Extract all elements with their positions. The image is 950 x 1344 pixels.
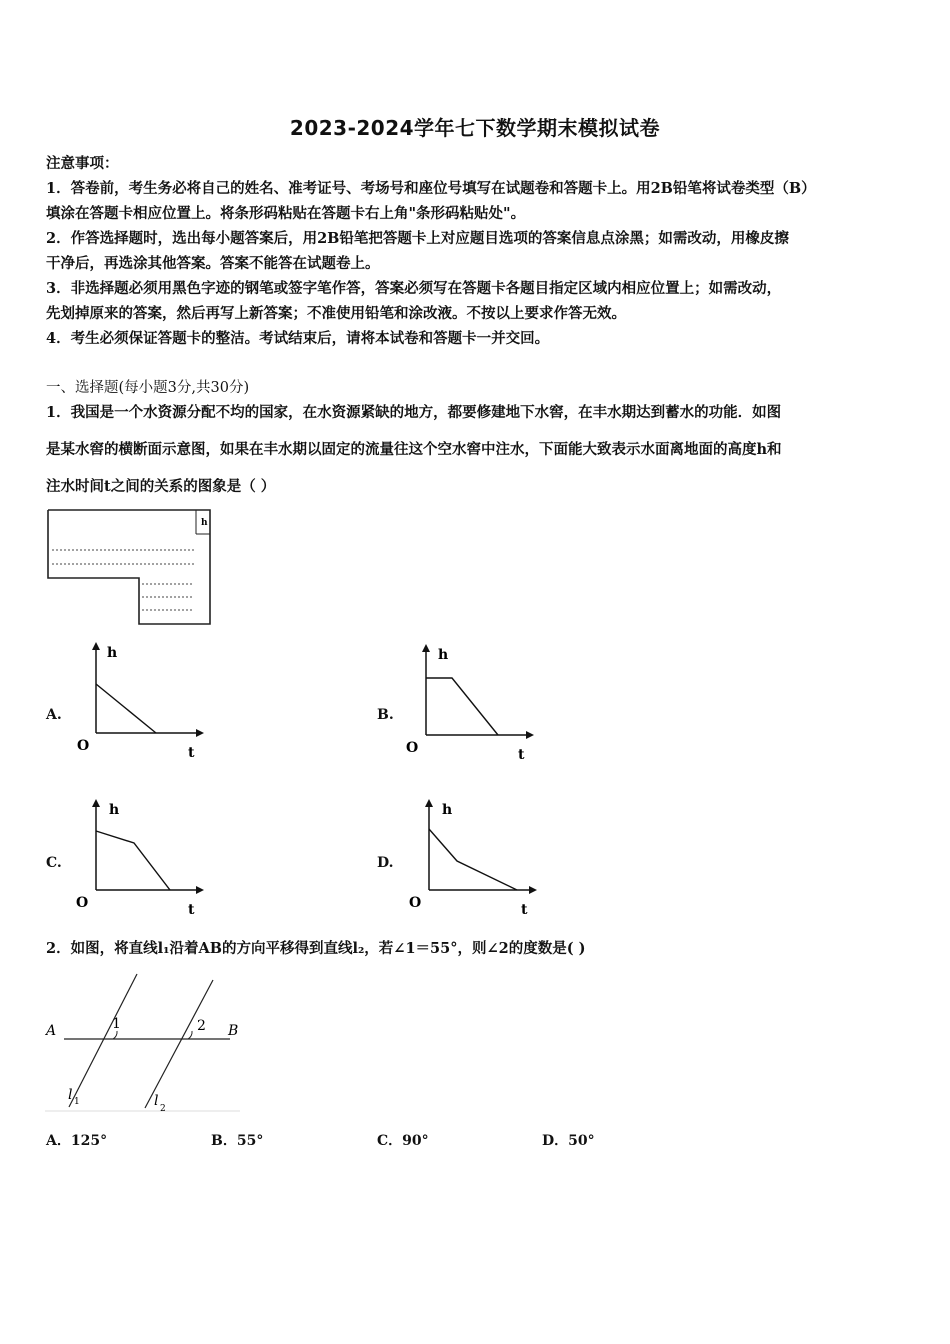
- origin-label: O: [406, 740, 419, 756]
- option-a-letter[interactable]: A.: [46, 707, 62, 723]
- ylabel: h: [109, 802, 120, 818]
- origin-label: O: [76, 895, 89, 911]
- xlabel: t: [188, 902, 195, 918]
- angle-2-label: 2: [197, 1018, 206, 1034]
- option-b-letter[interactable]: B.: [377, 707, 394, 723]
- option-c-letter[interactable]: C.: [46, 855, 62, 871]
- notice-line: 填涂在答题卡相应位置上。将条形码粘贴在答题卡右上角"条形码粘贴处"。: [46, 205, 526, 222]
- origin-label: O: [77, 738, 90, 754]
- xlabel: t: [518, 747, 525, 763]
- line-l1-subscript: 1: [74, 1097, 80, 1107]
- notice-line: 先划掉原来的答案，然后再写上新答案；不准使用铅笔和涂改液。不按以上要求作答无效。: [46, 305, 626, 322]
- origin-label: O: [409, 895, 422, 911]
- point-b-label: B: [228, 1023, 239, 1039]
- q1-text-line2: 是某水窖的横断面示意图，如果在丰水期以固定的流量往这个空水窖中注水，下面能大致表示水面离地面的高度h和: [46, 441, 782, 458]
- ylabel: h: [442, 802, 453, 818]
- notice-line: 2．作答选择题时，选出每小题答案后，用2B铅笔把答题卡上对应题目选项的答案信息点涂黑；如需改动，用橡皮擦: [46, 230, 789, 247]
- page-title: 2023-2024学年七下数学期末模拟试卷: [289, 116, 661, 140]
- notice-line: 干净后，再选涂其他答案。答案不能答在试题卷上。: [46, 255, 380, 272]
- xlabel: t: [521, 902, 528, 918]
- q2-text: 2．如图，将直线l₁沿着AB的方向平移得到直线l₂，若∠1＝55°，则∠2的度数是( ): [46, 940, 586, 957]
- notice-line: 3．非选择题必须用黑色字迹的钢笔或签字笔作答，答案必须写在答题卡各题目指定区域内相应位置上；如需改动，: [46, 280, 782, 297]
- option-b-graph[interactable]: [402, 642, 552, 767]
- point-a-label: A: [46, 1023, 57, 1039]
- q1-text-line3: 注水时间t之间的关系的图象是（ ）: [46, 478, 276, 495]
- line-l2-label: l: [154, 1093, 159, 1109]
- q2-option-a[interactable]: A．125°: [46, 1133, 108, 1149]
- ylabel: h: [107, 645, 118, 661]
- option-c-graph[interactable]: [72, 797, 222, 922]
- notice-line: 4．考生必须保证答题卡的整洁。考试结束后，请将本试卷和答题卡一并交回。: [46, 330, 550, 347]
- xlabel: t: [188, 745, 195, 761]
- q2-option-c[interactable]: C．90°: [377, 1133, 429, 1149]
- section-heading: 一、选择题(每小题3分,共30分): [46, 380, 250, 396]
- option-a-graph[interactable]: [70, 640, 220, 765]
- q2-option-b[interactable]: B．55°: [211, 1133, 264, 1149]
- notice-line: 1．答卷前，考生务必将自己的姓名、准考证号、考场号和座位号填写在试题卷和答题卡上。用2B铅笔将试卷类型（B）: [46, 180, 816, 197]
- option-d-graph[interactable]: [405, 797, 555, 922]
- parallel-lines-figure: [40, 968, 260, 1118]
- q2-option-d[interactable]: D．50°: [542, 1133, 595, 1149]
- option-d-letter[interactable]: D.: [377, 855, 394, 871]
- line-l1-label: l: [68, 1087, 73, 1103]
- line-l2-subscript: 2: [160, 1104, 166, 1114]
- ylabel: h: [438, 647, 449, 663]
- angle-1-label: 1: [112, 1016, 121, 1032]
- q1-text-line1: 1．我国是一个水资源分配不均的国家，在水资源紧缺的地方，都要修建地下水窖，在丰水期达到蓄水的功能．如图: [46, 404, 782, 421]
- diagram-h-label: h: [201, 518, 208, 528]
- notice-heading: 注意事项：: [46, 155, 119, 172]
- cistern-cross-section-diagram: [44, 506, 219, 631]
